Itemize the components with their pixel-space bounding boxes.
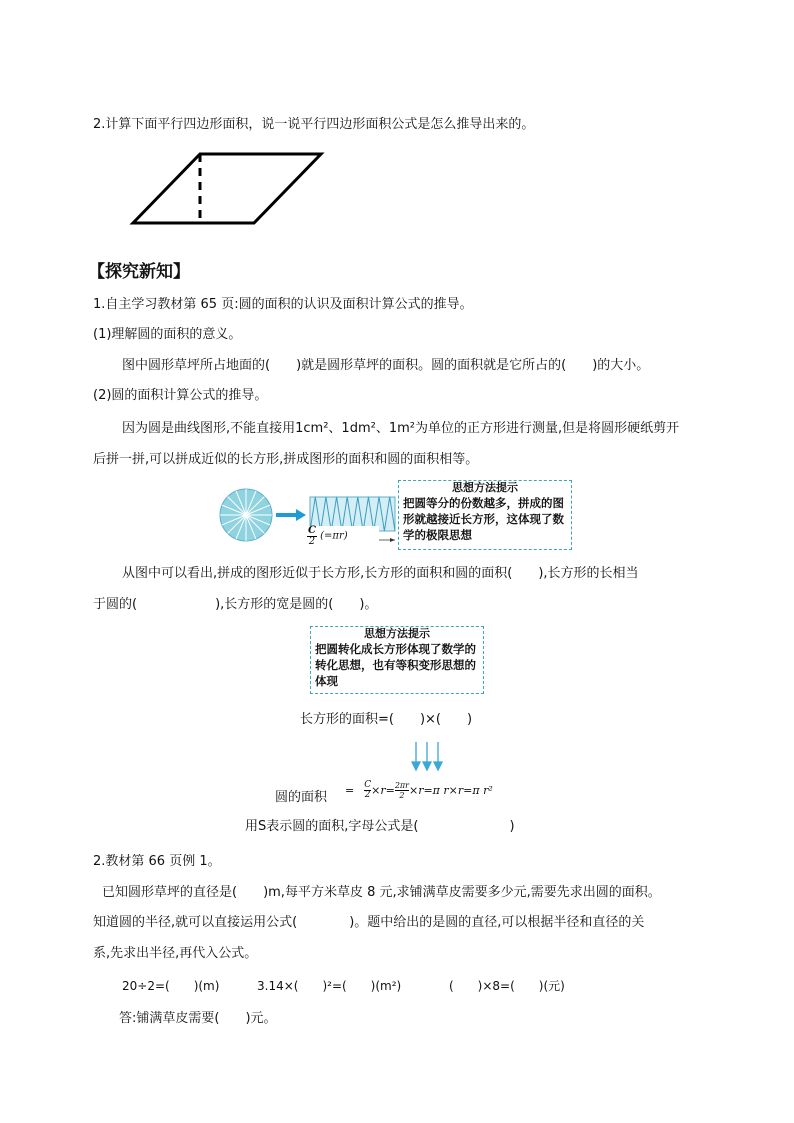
- derivation-times-r: ×r=: [371, 784, 395, 797]
- parallelogram-outline: [133, 154, 321, 223]
- fraction2-top: 2πr: [394, 781, 409, 790]
- fraction2-bottom: 2: [399, 791, 405, 800]
- tip-box-2: [310, 626, 484, 694]
- tip-box-1-title: 思想方法提示: [452, 481, 518, 494]
- length-label-pir: (=πr): [320, 530, 348, 542]
- circle-area-label: 圆的面积: [275, 790, 328, 805]
- p1-line5: 因为圆是曲线图形,不能直接用1cm²、1dm²、1m²为单位的正方形进行测量,但是将圆形硬纸剪开: [122, 421, 680, 436]
- letter-formula: 用S表示圆的面积,字母公式是( ): [245, 819, 515, 834]
- calc-step-2: 3.14×( )²=( )(m²): [257, 979, 402, 993]
- divided-circle: [220, 489, 272, 541]
- p1-line2: (1)理解圆的面积的意义。: [93, 327, 242, 342]
- tip-box-2-body: 把圆转化成长方形体现了数学的转化思想，也有等积变形思想的体现: [315, 642, 476, 688]
- q2b-line3: 知道圆的半径,就可以直接运用公式( )。题中给出的是圆的直径,可以根据半径和直径的关: [93, 915, 645, 930]
- p1-line4: (2)圆的面积计算公式的推导。: [93, 388, 268, 403]
- q2b-line2: 已知圆形草坪的直径是( )m,每平方米草皮 8 元,求铺满草皮需要多少元,需要先求出圆的面积。: [102, 885, 661, 900]
- q2b-line1: 2.教材第 66 页例 1。: [93, 854, 221, 869]
- p1-line6: 后拼一拼,可以拼成近似的长方形,拼成图形的面积和圆的面积相等。: [93, 452, 479, 467]
- section-title: 【探究新知】: [88, 262, 190, 282]
- tip-box-1-body: 把圆等分的份数越多，拼成的图形就越接近长方形，这体现了数学的极限思想: [403, 496, 564, 542]
- down-arrows-icon: [410, 740, 446, 772]
- length-label-denominator: 2: [308, 536, 316, 547]
- fraction1-bottom: 2: [364, 790, 371, 800]
- q2b-line4: 系,先求出半径,再代入公式。: [93, 946, 258, 961]
- tip-box-2-title: 思想方法提示: [364, 627, 430, 640]
- p2-line1: 从图中可以看出,拼成的图形近似于长方形,长方形的面积和圆的面积( ),长方形的长相当: [122, 566, 639, 581]
- tip-box-1: [398, 480, 572, 550]
- derivation-rest: ×r=π r×r=π r²: [408, 784, 493, 797]
- fraction1-top: C: [364, 780, 372, 790]
- rect-area-formula: 长方形的面积=( )×( ): [300, 712, 473, 727]
- length-label-numerator: C: [308, 525, 316, 536]
- calc-step-3: ( )×8=( )(元): [449, 979, 565, 993]
- p1-line3: 图中圆形草坪所占地面的( )就是圆形草坪的面积。圆的面积就是它所占的( )的大小。: [122, 358, 650, 373]
- p2-line2: 于圆的( ),长方形的宽是圆的( )。: [93, 597, 378, 612]
- derivation-eq: =: [345, 784, 355, 797]
- calc-step-1: 20÷2=( )(m): [122, 979, 220, 993]
- right-arrow-icon: [276, 509, 306, 521]
- p1-line1: 1.自主学习教材第 65 页:圆的面积的认识及面积计算公式的推导。: [93, 297, 473, 312]
- question-2-text: 2.计算下面平行四边形面积，说一说平行四边形面积公式是怎么推导出来的。: [93, 117, 535, 132]
- parallelogram-figure: [128, 150, 328, 228]
- length-label: [307, 526, 379, 547]
- circle-area-derivation: [345, 781, 493, 800]
- answer-line: 答:铺满草皮需要( )元。: [119, 1011, 277, 1026]
